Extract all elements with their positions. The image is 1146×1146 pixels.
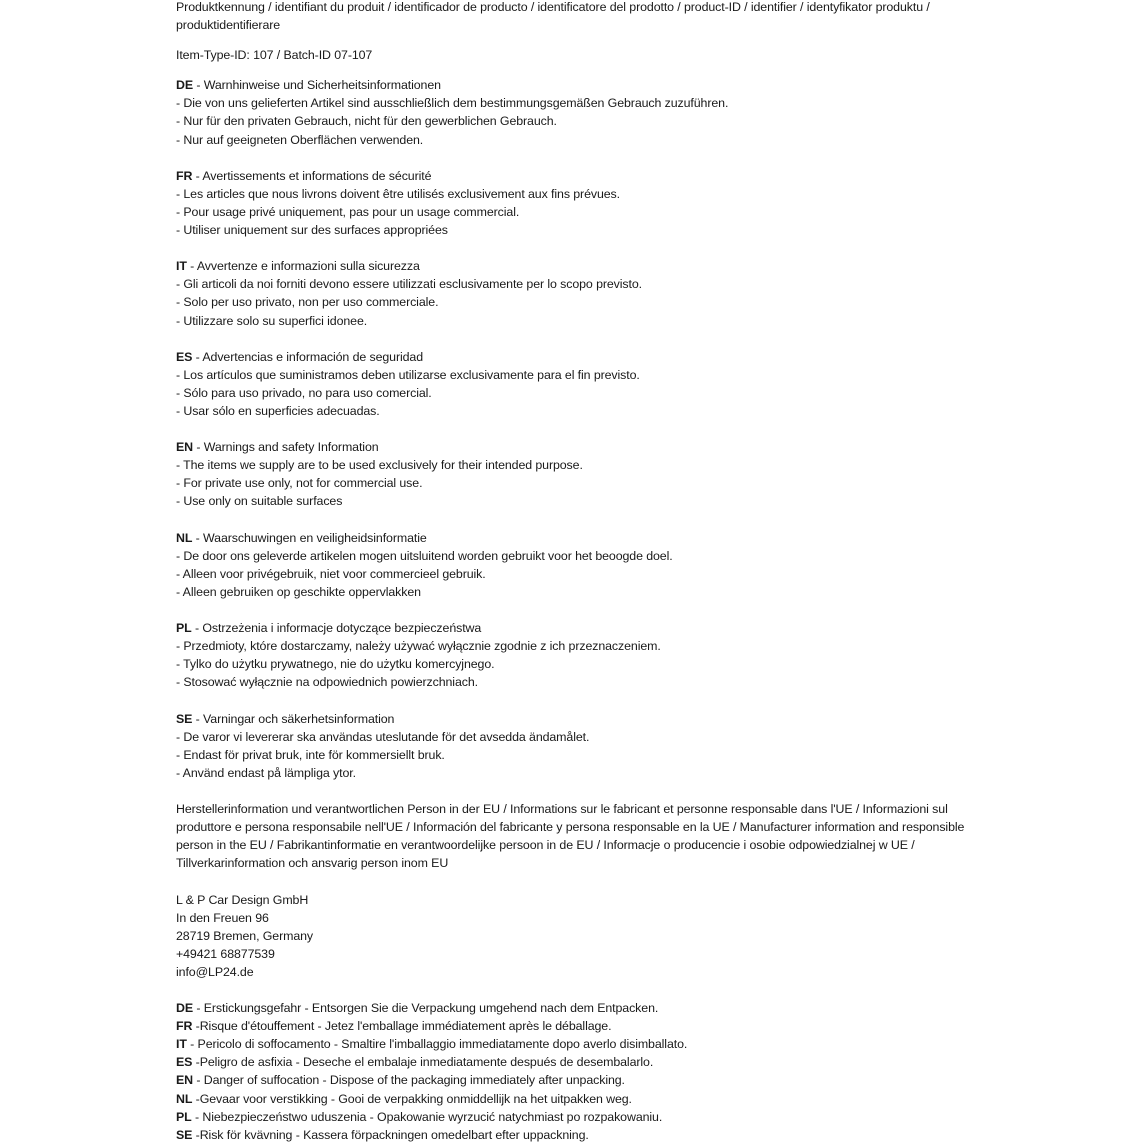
warning-heading <box>176 167 986 185</box>
warning-heading <box>176 438 986 456</box>
language-code: IT <box>176 1037 187 1052</box>
warning-heading <box>176 76 986 94</box>
warning-heading-text: - Avertissements et informations de sécurité <box>192 168 432 183</box>
warning-line: - Använd endast på lämpliga ytor. <box>176 765 356 780</box>
warning-line: - The items we supply are to be used exclusively for their intended purpose. <box>176 458 583 473</box>
product-identifier-title: Produktkennung / identifiant du produit / identificador de producto / identificatore del prodotto / product-ID / identifier / identyfikator produktu / produktidentifierare <box>176 0 930 33</box>
suffocation-text: -Gevaar voor verstikking - Gooi de verpakking onmiddellijk na het uitpakken weg. <box>192 1091 632 1106</box>
warning-line: - Przedmioty, które dostarczamy, należy używać wyłącznie zgodnie z ich przeznaczeniem. <box>176 639 661 654</box>
warning-block-de <box>176 76 986 148</box>
warning-block-fr <box>176 167 986 239</box>
warning-heading <box>176 710 986 728</box>
language-code: ES <box>176 349 193 364</box>
warning-line: - Alleen gebruiken op geschikte oppervlakken <box>176 584 421 599</box>
company-street: In den Freuen 96 <box>176 910 269 925</box>
company-phone: +49421 68877539 <box>176 946 275 961</box>
product-identifier-section <box>176 0 986 34</box>
language-code: FR <box>176 168 193 183</box>
language-code: DE <box>176 78 194 93</box>
suffocation-line-pl <box>176 1108 986 1126</box>
warning-line: - Los artículos que suministramos deben utilizarse exclusivamente para el fin previsto. <box>176 367 640 382</box>
language-code: PL <box>176 1109 192 1124</box>
warning-heading-text: - Advertencias e información de seguridad <box>192 349 424 364</box>
warning-heading-text: - Warnhinweise und Sicherheitsinformationen <box>193 78 441 93</box>
warning-line: - Endast för privat bruk, inte för kommersiellt bruk. <box>176 747 445 762</box>
warning-heading <box>176 257 986 275</box>
warning-line: - Nur auf geeigneten Oberflächen verwenden. <box>176 132 424 147</box>
language-code: FR <box>176 1019 193 1034</box>
language-code: SE <box>176 1127 193 1142</box>
warning-line: - De varor vi levererar ska användas uteslutande för det avsedda ändamålet. <box>176 729 590 744</box>
language-code: NL <box>176 1091 193 1106</box>
warning-heading-text: - Avvertenze e informazioni sulla sicurezza <box>186 259 420 274</box>
item-batch-ids: Item-Type-ID: 107 / Batch-ID 07-107 <box>176 48 373 63</box>
warning-block-se <box>176 710 986 782</box>
warning-line: - Les articles que nous livrons doivent être utilisés exclusivement aux fins prévues. <box>176 186 620 201</box>
suffocation-text: - Danger of suffocation - Dispose of the packaging immediately after unpacking. <box>193 1073 625 1088</box>
warning-heading-text: - Varningar och säkerhetsinformation <box>192 711 395 726</box>
warning-line: - Nur für den privaten Gebrauch, nicht für den gewerblichen Gebrauch. <box>176 114 557 129</box>
warning-heading-text: - Waarschuwingen en veiligheidsinformatie <box>192 530 427 545</box>
warning-block-nl <box>176 529 986 601</box>
warning-heading <box>176 348 986 366</box>
document <box>176 0 986 1144</box>
warning-line: - Use only on suitable surfaces <box>176 494 343 509</box>
warning-line: - Sólo para uso privado, no para uso comercial. <box>176 385 432 400</box>
warnings-list <box>176 76 986 800</box>
suffocation-line-se <box>176 1126 986 1144</box>
warning-line: - Usar sólo en superficies adecuadas. <box>176 403 380 418</box>
warning-line: - Alleen voor privégebruik, niet voor commercieel gebruik. <box>176 566 486 581</box>
language-code: EN <box>176 440 194 455</box>
suffocation-text: -Peligro de asfixia - Deseche el embalaje inmediatamente después de desembalarlo. <box>192 1055 654 1070</box>
warning-line: - De door ons geleverde artikelen mogen uitsluitend worden gebruikt voor het beoogde doel. <box>176 548 673 563</box>
suffocation-text: -Risque d'étouffement - Jetez l'emballage immédiatement après le déballage. <box>192 1019 612 1034</box>
manufacturer-heading: Herstellerinformation und verantwortlichen Person in der EU / Informations sur le fabricant et personne responsable dans l'UE / Informazioni sul produttore e persona responsabile nell'UE / Información del fabricante y persona responsable en la UE / Manufacturer information and responsible person in the EU / Fabrikantinformatie en verantwoordelijke persoon in de EU / Informacje o producencie i osobie odpowiedzialnej w UE / Tillverkarinformation och ansvarig person inom EU <box>176 802 965 871</box>
suffocation-line-en <box>176 1071 986 1089</box>
warning-block-it <box>176 257 986 329</box>
warning-line: - Pour usage privé uniquement, pas pour un usage commercial. <box>176 204 520 219</box>
warning-line: - Die von uns gelieferten Artikel sind ausschließlich dem bestimmungsgemäßen Gebrauch zuzuführen. <box>176 96 729 111</box>
warning-line: - Utilizzare solo su superfici idonee. <box>176 313 368 328</box>
company-name: L & P Car Design GmbH <box>176 892 309 907</box>
language-code: PL <box>176 621 192 636</box>
warning-line: - Solo per uso privato, non per uso commerciale. <box>176 295 439 310</box>
warning-block-es <box>176 348 986 420</box>
warning-block-pl <box>176 619 986 691</box>
warning-line: - Utiliser uniquement sur des surfaces appropriées <box>176 223 448 238</box>
suffocation-line-fr <box>176 1017 986 1035</box>
warning-heading <box>176 619 986 637</box>
suffocation-line-it <box>176 1035 986 1053</box>
language-code: NL <box>176 530 193 545</box>
suffocation-line-es <box>176 1053 986 1071</box>
language-code: DE <box>176 1001 194 1016</box>
warning-heading <box>176 529 986 547</box>
suffocation-text: - Niebezpieczeństwo uduszenia - Opakowanie wyrzucić natychmiast po rozpakowaniu. <box>191 1109 663 1124</box>
language-code: SE <box>176 711 193 726</box>
manufacturer-section <box>176 800 986 981</box>
suffocation-line-de <box>176 999 986 1017</box>
suffocation-line-nl <box>176 1090 986 1108</box>
suffocation-warnings <box>176 999 986 1144</box>
warning-line: - Tylko do użytku prywatnego, nie do użytku komercyjnego. <box>176 657 495 672</box>
language-code: IT <box>176 259 187 274</box>
suffocation-text: - Pericolo di soffocamento - Smaltire l'imballaggio immediatamente dopo averlo disimballato. <box>186 1037 688 1052</box>
language-code: EN <box>176 1073 194 1088</box>
warning-heading-text: - Warnings and safety Information <box>193 440 379 455</box>
warning-heading-text: - Ostrzeżenia i informacje dotyczące bezpieczeństwa <box>191 621 482 636</box>
warning-block-en <box>176 438 986 510</box>
company-city: 28719 Bremen, Germany <box>176 928 314 943</box>
warning-line: - Stosować wyłącznie na odpowiednich powierzchniach. <box>176 675 478 690</box>
suffocation-text: -Risk för kvävning - Kassera förpackningen omedelbart efter uppackning. <box>192 1127 589 1142</box>
suffocation-text: - Erstickungsgefahr - Entsorgen Sie die Verpackung umgehend nach dem Entpacken. <box>193 1001 659 1016</box>
warning-line: - For private use only, not for commercial use. <box>176 476 423 491</box>
language-code: ES <box>176 1055 193 1070</box>
company-email: info@LP24.de <box>176 964 254 979</box>
warning-line: - Gli articoli da noi forniti devono essere utilizzati esclusivamente per lo scopo previsto. <box>176 277 642 292</box>
